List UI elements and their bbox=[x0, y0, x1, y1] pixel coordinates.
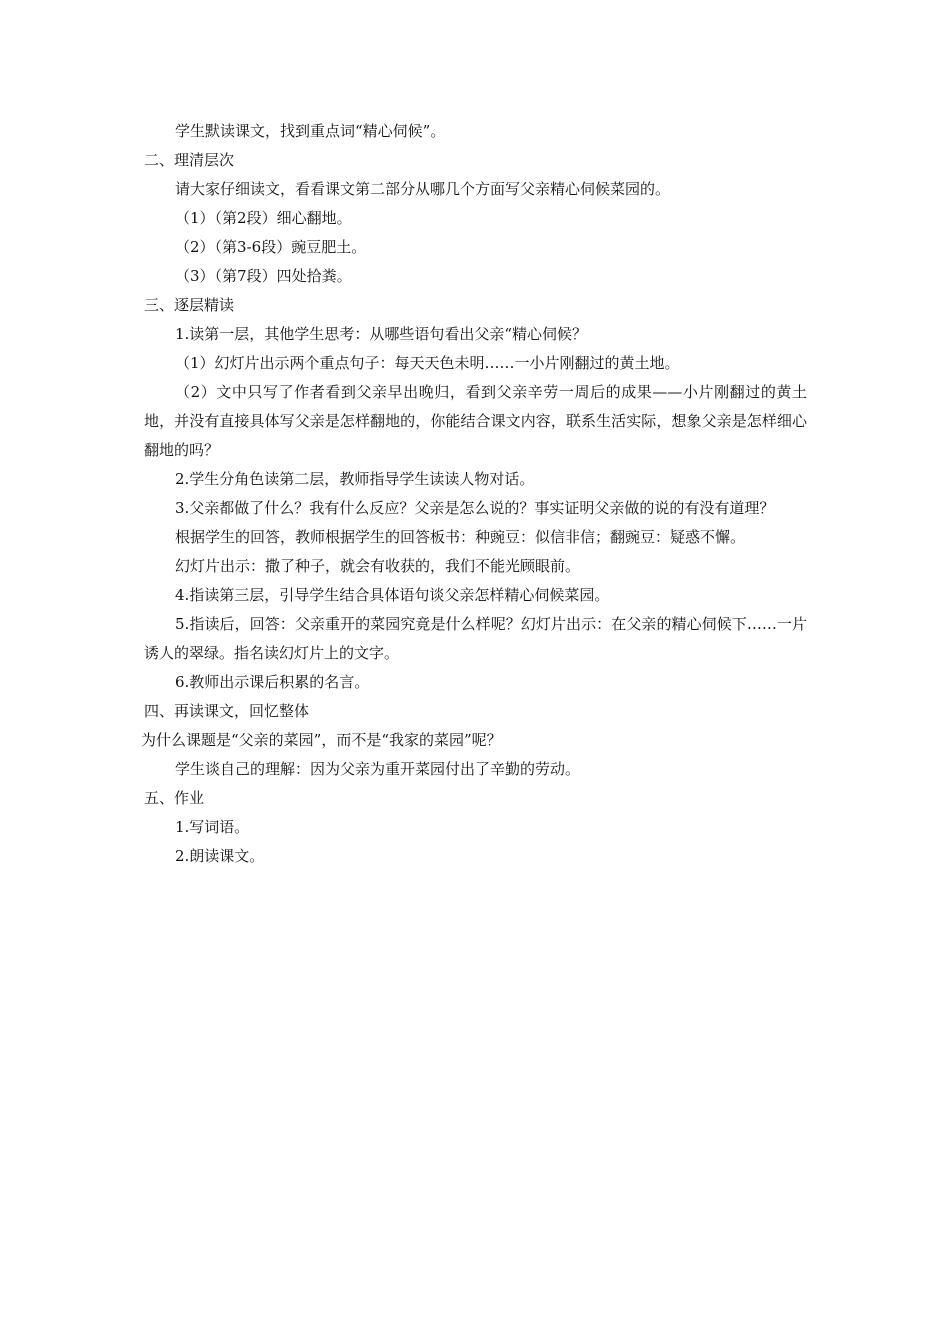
homework-2: 2.朗读课文。 bbox=[175, 847, 265, 865]
list-item-1: （1）（第2段）细心翻地。 bbox=[175, 209, 352, 227]
step-6: 6.教师出示课后积累的名言。 bbox=[175, 673, 370, 691]
step-4: 4.指读第三层，引导学生结合具体语句谈父亲怎样精心伺候菜园。 bbox=[175, 586, 610, 604]
section-heading-4: 四、再读课文，回忆整体 bbox=[144, 702, 310, 720]
blackboard-note: 根据学生的回答，教师根据学生的回答板书：种豌豆：似信非信；翻豌豆：疑惑不懈。 bbox=[175, 528, 746, 546]
paragraph-silent-reading: 学生默读课文，找到重点词“精心伺候”。 bbox=[175, 122, 446, 140]
list-item-3: （3）（第7段）四处拾粪。 bbox=[175, 267, 352, 285]
section-heading-5: 五、作业 bbox=[144, 789, 205, 807]
slide-note: 幻灯片出示：撒了种子，就会有收获的，我们不能光顾眼前。 bbox=[175, 557, 581, 575]
section-heading-3: 三、逐层精读 bbox=[144, 296, 235, 314]
step-2: 2.学生分角色读第二层，教师指导学生读读人物对话。 bbox=[175, 470, 535, 488]
student-answer: 学生谈自己的理解：因为父亲为重开菜园付出了辛勤的劳动。 bbox=[175, 760, 581, 778]
document-body bbox=[141, 117, 807, 871]
step-5: 5.指读后，回答：父亲重开的菜园究竟是什么样呢？幻灯片出示：在父亲的精心伺候下……一片诱人的翠绿。指名读幻灯片上的文字。 bbox=[144, 615, 807, 662]
homework-1: 1.写词语。 bbox=[175, 818, 250, 836]
paragraph-instruction: 请大家仔细读文，看看课文第二部分从哪几个方面写父亲精心伺候菜园的。 bbox=[175, 180, 671, 198]
step-1: 1.读第一层，其他学生思考：从哪些语句看出父亲“精心伺候？ bbox=[175, 325, 587, 343]
list-item-2: （2）（第3-6段）豌豆肥土。 bbox=[175, 238, 367, 256]
question-title: 为什么课题是“父亲的菜园”，而不是“我家的菜园”呢？ bbox=[141, 731, 502, 749]
step-1-sub-1: （1）幻灯片出示两个重点句子：每天天色未明……一小片刚翻过的黄土地。 bbox=[175, 354, 680, 372]
step-1-sub-2: （2）文中只写了作者看到父亲早出晚归，看到父亲辛劳一周后的成果——小片刚翻过的黄土地，并没有直接具体写父亲是怎样翻地的，你能结合课文内容，联系生活实际，想象父亲是怎样细心翻地的吗？ bbox=[144, 383, 807, 459]
step-3: 3.父亲都做了什么？我有什么反应？父亲是怎么说的？事实证明父亲做的说的有没有道理？ bbox=[175, 499, 775, 517]
section-heading-2: 二、理清层次 bbox=[144, 151, 235, 169]
